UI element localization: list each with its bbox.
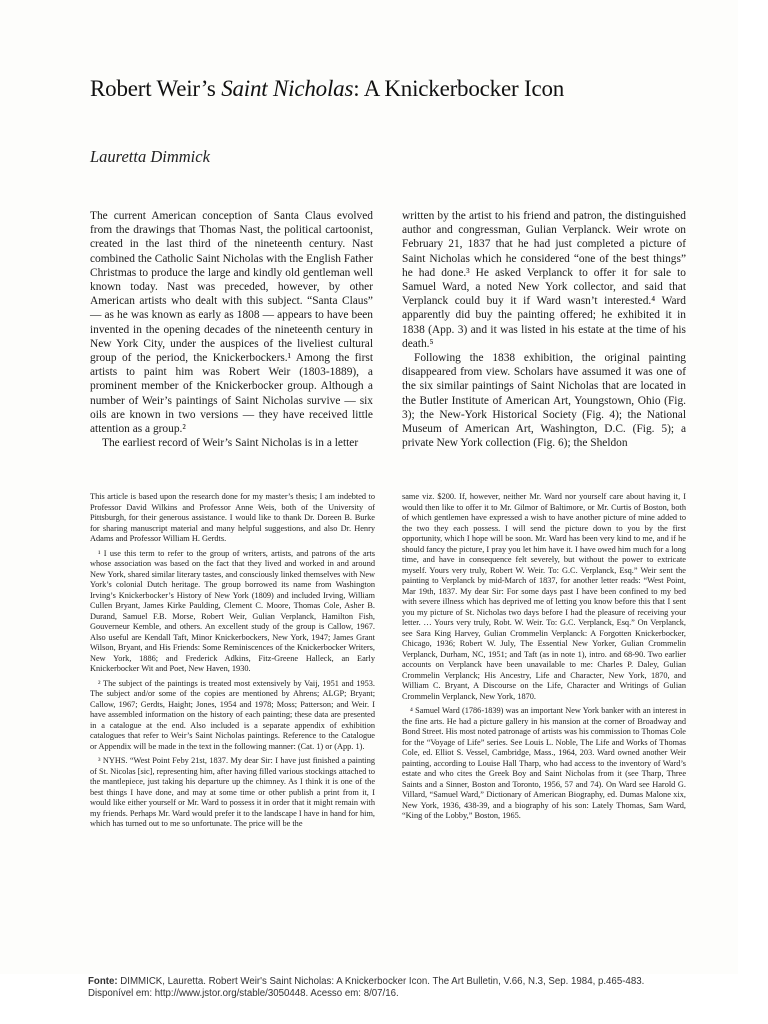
footnote: ⁴ Samuel Ward (1786-1839) was an important New York banker with an interest in the fine arts. He had a picture gallery in his mansion at the corner of Broadway and Bond Street. His most noted patronage of artists was his commission to Thomas Cole for the “Voyage of Life” series. See Louis L. Noble, The Life and Works of Thomas Cole, ed. Elliot S. Vessel, Cambridge, Mass., 1964, 203. Ward owned another Weir painting, according to Louise Hall Tharp, who had access to the inventory of Ward’s estate and who cites the Greek Boy and Saint Nicholas from it (see Tharp, Three Saints and a Sinner, Boston and Toronto, 1956, 57 and 74). On Ward see Harold G. Villard, “Samuel Ward,” Dictionary of American Biography, ed. Dumas Malone xix, New York, 1936, 438-39, and a biography of his son: Lately Thomas, Sam Ward, “King of the Lobby,” Boston, 1965. [402, 706, 686, 820]
footnote-continued: same viz. $200. If, however, neither Mr. Ward nor yourself care about having it, I would then like to offer it to Mr. Gilmor of Baltimore, or Mr. Curtis of Boston, both of which gentlemen have expressed a wish to have another picture of mine added to the two they each possess. I will send the picture down to you by the first opportunity, which I hope will be soon. Mr. Ward has been very kind to me, and if he should fancy the picture, I pray you let him have it. I have owed him much for a long time, and have in consequence felt severely, but without the power to extricate myself. Yours very truly, Robert W. Weir. To: G.C. Verplanck, Esq.” Weir sent the painting to Verplanck by mid-March of 1837, for another letter reads: “West Point, Mar 19th, 1837. My dear Sir: For some days past I have been confined to my bed with severe illness which has deprived me of letting you know before this that I sent you my picture of St. Nicholas two days before I had the pleasure of receiving your letter. … Yours very truly, Robt. W. Weir. To: G.C. Verplanck, Esq.” On Verplanck, see Sara King Harvey, Gulian Crommelin Verplanck: A Forgotten Knickerbocker, Chicago, 1936; Robert W. July, The Essential New Yorker, Gulian Crommelin Verplanck, Durham, NC, 1951; and Taft (as in note 1), intro. and 68-90. Two earlier accounts on Verplanck have been unavailable to me: Charles P. Daley, Gulian Crommelin Verplanck; His Ancestry, Life and Character, New York, 1870, and William C. Bryant, A Discourse on the Life, Character and Writings of Gulian Crommelin Verplanck, New York, 1870. [402, 492, 686, 701]
footnote: ¹ I use this term to refer to the group of writers, artists, and patrons of the arts whose association was based on the fact that they lived and worked in and around New York, shared similar literary tastes, and consciously linked themselves with New York’s colonial Dutch heritage. The group borrowed its name from Washington Irving’s Knickerbocker’s History of New York (1809) and included Irving, William Cullen Bryant, James Kirke Paulding, Clement C. Moore, Thomas Cole, Asher B. Durand, Samuel F.B. Morse, Robert Weir, Gulian Verplanck, Hamilton Fish, Gouverneur Kemble, and others. An excellent study of the group is Callow, 1967. Also useful are Kendall Taft, Minor Knickerbockers, New York, 1947; James Grant Wilson, Bryant, and His Friends: Some Reminiscences of the Knickerbocker Writers, New York, 1886; and Frederick Adkins, Fitz-Greene Halleck, an Early Knickerbocker Wit and Poet, New Haven, 1930. [90, 548, 375, 673]
footnote: ³ NYHS. “West Point Feby 21st, 1837. My dear Sir: I have just finished a painting of St. Nicolas [sic], representing him, after having filled various stockings attached to the mantlepiece, just taking his departure up the chimney. As I think it is one of the best things I have done, and may at some time or other publish a print from it, I would like either yourself or Mr. Ward to possess it in order that it might remain with my friends. Perhaps Mr. Ward would prefer it to the landscape I have in hand for him, which has turned out to me so unfortunate. The price will be the [90, 756, 375, 828]
body-paragraph: Following the 1838 exhibition, the original painting disappeared from view. Scholars have assumed it was one of the six similar paintings of Saint Nicholas that are located in the Butler Institute of American Art, Youngstown, Ohio (Fig. 3); the New-York Historical Society (Fig. 4); the National Museum of American Art, Washington, D.C. (Fig. 5); a private New York collection (Fig. 6); the Sheldon [402, 352, 686, 450]
acknowledgement-note: This article is based upon the research done for my master’s thesis; I am indebted to Professor David Wilkins and Professor Anne Weis, both of the University of Pittsburgh, for their generous assistance. I would like to thank Dr. Doreen B. Burke for sharing manuscript material and many helpful suggestions, and also Dr. Henry Adams and Professor William H. Gerdts. [90, 492, 375, 543]
footnotes-column-right [402, 492, 686, 826]
title-italic-text: Saint Nicholas [221, 76, 354, 101]
citation-label: Fonte: [88, 976, 118, 987]
footnotes-column-left [90, 492, 375, 834]
source-citation [88, 976, 688, 1000]
body-paragraph: The current American conception of Santa Claus evolved from the drawings that Thomas Nast, the political cartoonist, created in the last third of the nineteenth century. Nast combined the Catholic Saint Nicholas with the English Father Christmas to produce the large and kindly old gentleman well known today. Nast was preceded, however, by other American artists who dealt with this subject. “Santa Claus” — as he was known as early as 1808 — appears to have been invented in the opening decades of the nineteenth century in New York City, under the auspices of the liveliest cultural group of the period, the Knickerbockers.¹ Among the first artists to paint him was Robert Weir (1803-1889), a prominent member of the Knickerbocker group. Although a number of Weir’s paintings of Saint Nicholas survive — six oils are known in two versions — they have received little attention as a group.² [90, 210, 373, 436]
citation-text: DIMMICK, Lauretta. Robert Weir's Saint Nicholas: A Knickerbocker Icon. The Art Bulletin, V.66, N.3, Sep. 1984, p.465-483. [120, 976, 645, 987]
title-text: Robert Weir’s [90, 76, 222, 101]
author-name: Lauretta Dimmick [90, 147, 210, 166]
title-suffix-text: : A Knickerbocker Icon [353, 76, 565, 101]
availability-line: Disponível em: http://www.jstor.org/stable/3050448. Acesso em: 8/07/16. [88, 988, 399, 999]
body-column-left [90, 209, 373, 450]
body-paragraph: The earliest record of Weir’s Saint Nicholas is in a letter [102, 437, 359, 450]
body-column-right [402, 209, 686, 450]
footnote: ² The subject of the paintings is treated most extensively by Vaij, 1951 and 1953. The subject and/or some of the copies are mentioned by Ahrens; ALGP; Bryant; Callow, 1967; Gerdts, Haight; Jones, 1954 and 1978; Moss; Patterson; and Weir. I have assembled information on the history of each painting; these data are presented in a catalogue at the end. Also included is a separate appendix of exhibition catalogues that refer to Weir’s Saint Nicholas paintings. Reference to the Catalogue or Appendix will be made in the text in the following manner: (Cat. 1) or (App. 1). [90, 678, 375, 751]
article-title [90, 74, 710, 104]
body-paragraph: written by the artist to his friend and patron, the distinguished author and congressman, Gulian Verplanck. Weir wrote on February 21, 1837 that he had just completed a picture of Saint Nicholas which he considered “one of the best things” he had done.³ He asked Verplanck to offer it for sale to Samuel Ward, a noted New York collector, and said that Verplanck could buy it if Ward wasn’t interested.⁴ Ward apparently did buy the painting offered; he exhibited it in 1838 (App. 3) and it was listed in his estate at the time of his death.⁵ [402, 210, 686, 350]
citation-line [88, 976, 688, 988]
